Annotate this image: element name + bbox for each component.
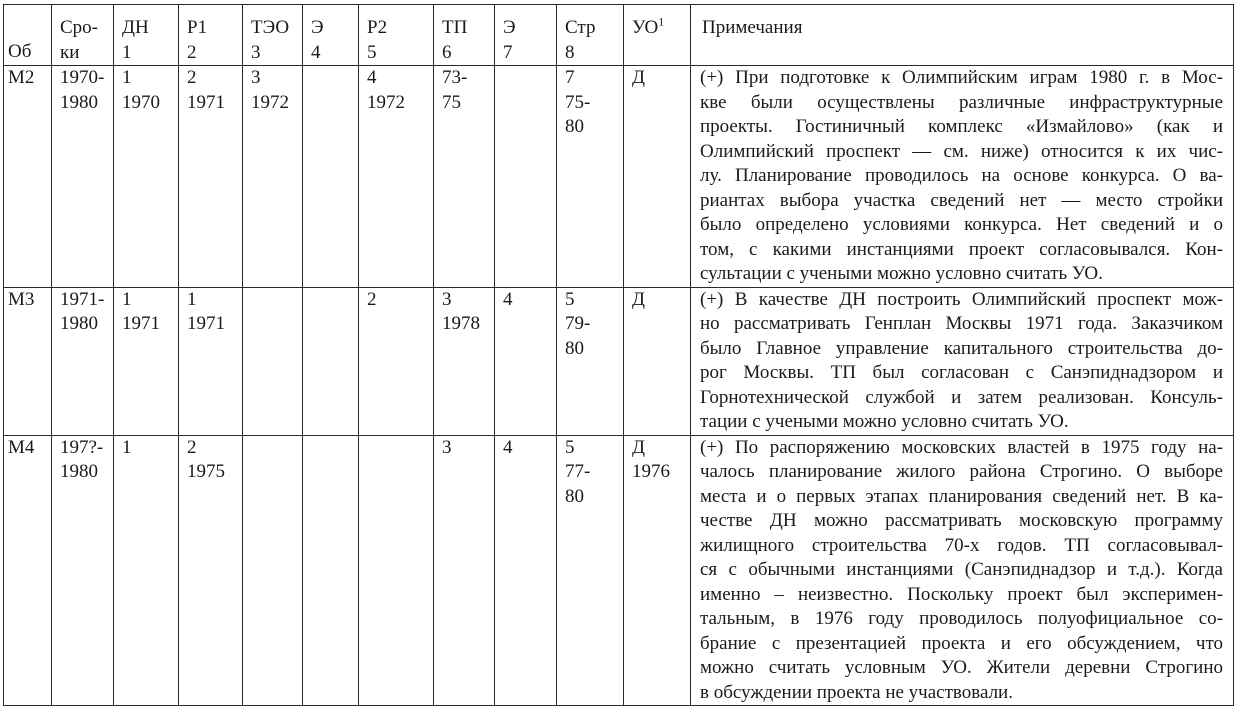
header-notes: Примечания: [691, 5, 1234, 66]
cell-uo: [624, 66, 691, 288]
ob-text: М4: [8, 436, 35, 458]
note-line: кве были осуществлены различные инфраструктурные: [700, 91, 1223, 113]
sroki-line: 1971-: [60, 288, 105, 310]
cell-dn: [114, 66, 179, 288]
teo-line: 1972: [251, 91, 289, 113]
str-line: 80: [565, 485, 584, 507]
note-line: том, с какими инстанциями проект согласовывался. Кон-: [700, 238, 1223, 260]
p1-line: 2: [187, 67, 197, 88]
dn-line: 1970: [122, 91, 160, 113]
e7-line: 4: [503, 436, 513, 458]
note-line: можно считать условным УО. Жители деревни Строгино: [700, 657, 1223, 678]
note-line: тальным, в 1976 году проводилось полуофициальное со-: [700, 608, 1223, 629]
note-line: рог Москвы. ТП был согласован с Санэпиднадзором и: [700, 362, 1223, 383]
cell-p1: [179, 66, 243, 288]
header-teo: ТЭО 3: [243, 5, 303, 66]
p1-line: 1971: [187, 313, 225, 334]
cell-sroki: [52, 435, 114, 706]
cell-str: [557, 435, 624, 706]
note-line: риантах выбора участка сведений нет — место стройки: [700, 189, 1223, 211]
uo-line: Д: [632, 67, 645, 88]
str-line: 79-: [565, 313, 591, 334]
str-line: 7: [565, 67, 575, 88]
note-line: (+) По распоряжению московских властей в 1975 году на-: [700, 436, 1223, 458]
note-line: но рассматривать Генплан Москвы 1971 года. Заказчиком: [700, 313, 1223, 334]
note-line: честве ДН можно рассматривать московскую программу: [700, 510, 1223, 531]
header-e7: Э 7: [495, 5, 557, 66]
p1-line: 1975: [187, 461, 225, 482]
cell-ob: [4, 287, 52, 435]
p2-line: 1972: [367, 91, 405, 113]
ob-text: М3: [8, 288, 35, 310]
note-line: проекты. Гостиничный комплекс «Измайлово» (как и: [700, 116, 1223, 137]
cell-p1: [179, 435, 243, 706]
str-line: 80: [565, 116, 584, 137]
tp-line: 73-: [442, 67, 468, 88]
note-line: чалось планирование жилого района Строгино. О выборе: [700, 461, 1223, 482]
uo-line: Д: [632, 436, 645, 458]
p2-line: 2: [367, 288, 377, 310]
cell-e7: [495, 287, 557, 435]
document-table: [3, 4, 1234, 706]
cell-p1: [179, 287, 243, 435]
cell-e4: [303, 66, 359, 288]
cell-dn: [114, 287, 179, 435]
cell-ob: [4, 435, 52, 706]
str-line: 75-: [565, 91, 591, 113]
tp-line: 75: [442, 91, 461, 113]
cell-tp: [434, 435, 495, 706]
header-uo: [624, 5, 691, 66]
header-p2: Р2 5: [359, 5, 434, 66]
header-uo-footnote: 1: [658, 14, 665, 29]
cell-sroki: [52, 287, 114, 435]
cell-str: [557, 287, 624, 435]
note-line: в обсуждении проекта не участвовали.: [700, 681, 1013, 703]
cell-uo: [624, 287, 691, 435]
header-p1: Р1 2: [179, 5, 243, 66]
cell-notes: [691, 287, 1234, 435]
cell-e7: [495, 435, 557, 706]
header-row: [4, 5, 1234, 66]
note-line: (+) В качестве ДН построить Олимпийский проспект мож-: [700, 288, 1223, 310]
note-line: Олимпийский проспект — см. ниже) относится к их чис-: [700, 140, 1223, 162]
sroki-line: 1980: [60, 91, 98, 113]
p1-line: 1971: [187, 91, 225, 113]
note-line: тации с учеными можно условно считать УО.: [700, 411, 1069, 432]
header-ob: Об: [4, 5, 52, 66]
header-tp: ТП 6: [434, 5, 495, 66]
uo-line: 1976: [632, 461, 670, 482]
str-line: 80: [565, 337, 584, 359]
table-row: [4, 287, 1234, 435]
header-str: Стр 8: [557, 5, 624, 66]
sroki-line: 1970-: [60, 67, 105, 88]
note-line: было Главное управление капитального строительства до-: [700, 337, 1223, 359]
dn-line: 1: [122, 288, 132, 310]
note-line: ся с обычными инстанциями (Санэпиднадзор и т.д.). Когда: [700, 559, 1223, 580]
note-line: сультации с учеными можно условно считать УО.: [700, 263, 1103, 284]
cell-uo: [624, 435, 691, 706]
header-uo-label: УО: [632, 17, 659, 38]
p1-line: 1: [187, 288, 197, 310]
cell-teo: [243, 66, 303, 288]
sroki-line: 1980: [60, 313, 98, 334]
cell-dn: [114, 435, 179, 706]
table-row: [4, 66, 1234, 288]
note-line: именно – неизвестно. Поскольку проект был эксперимен-: [700, 583, 1223, 605]
note-line: жилищного строительства 70-х годов. ТП согласовывал-: [700, 534, 1223, 556]
note-line: места и о первых этапах планирования сведений нет. В ка-: [700, 485, 1223, 507]
uo-line: Д: [632, 288, 645, 310]
cell-ob: [4, 66, 52, 288]
cell-teo: [243, 435, 303, 706]
note-line: было определено условиями конкурса. Нет сведений и о: [700, 214, 1223, 235]
cell-teo: [243, 287, 303, 435]
tp-line: 3: [442, 436, 452, 458]
tp-line: 3: [442, 288, 452, 310]
cell-notes: [691, 435, 1234, 706]
cell-e7: [495, 66, 557, 288]
table-body: [4, 66, 1234, 706]
note-line: лу. Планирование проводилось на основе конкурса. О ва-: [700, 165, 1223, 186]
dn-line: 1: [122, 436, 132, 458]
ob-text: М2: [8, 67, 35, 88]
str-line: 5: [565, 436, 575, 458]
sroki-line: 1980: [60, 461, 98, 482]
note-line: брание с презентацией проекта и его обсуждением, что: [700, 632, 1223, 654]
dn-line: 1971: [122, 313, 160, 334]
header-e4: Э 4: [303, 5, 359, 66]
cell-e4: [303, 287, 359, 435]
cell-p2: [359, 287, 434, 435]
tp-line: 1978: [442, 313, 480, 334]
cell-str: [557, 66, 624, 288]
header-sroki: Сро- ки: [52, 5, 114, 66]
cell-tp: [434, 287, 495, 435]
table-row: [4, 435, 1234, 706]
str-line: 5: [565, 288, 575, 310]
note-line: Горнотехнической службой и затем реализован. Консуль-: [700, 386, 1223, 408]
sroki-line: 197?-: [60, 436, 104, 458]
e7-line: 4: [503, 288, 513, 310]
teo-line: 3: [251, 67, 261, 88]
str-line: 77-: [565, 461, 591, 482]
dn-line: 1: [122, 67, 132, 88]
cell-notes: [691, 66, 1234, 288]
header-dn: ДН 1: [114, 5, 179, 66]
cell-p2: [359, 435, 434, 706]
note-line: (+) При подготовке к Олимпийским играм 1980 г. в Мос-: [700, 67, 1223, 88]
p1-line: 2: [187, 436, 197, 458]
p2-line: 4: [367, 67, 377, 88]
cell-e4: [303, 435, 359, 706]
cell-p2: [359, 66, 434, 288]
cell-tp: [434, 66, 495, 288]
cell-sroki: [52, 66, 114, 288]
